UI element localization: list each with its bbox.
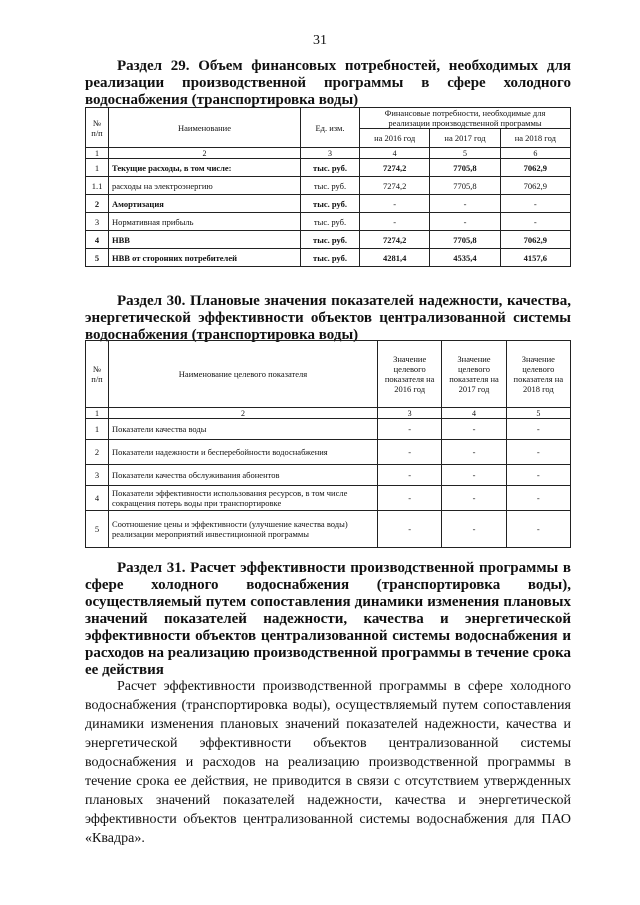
row-num: 5 (86, 511, 109, 548)
row-num: 1.1 (86, 177, 109, 195)
table-row (86, 213, 571, 231)
row-unit: тыс. руб. (301, 249, 360, 267)
row-num: 2 (86, 440, 109, 465)
row-num: 1 (86, 159, 109, 177)
row-num: 2 (86, 195, 109, 213)
section-31-heading: Раздел 31. Расчет эффективности производственной программы в сфере холодного водоснабжения (транспортировка воды), осуществляемый путем сопоставления динамики изменения плановых значений показателей надежности, качества и энергетической эффективности объектов централизованной системы водоснабжения и расходов на реализацию производственной программы в течение срока ее действия (85, 560, 572, 678)
row-value-2016: - (378, 440, 442, 465)
row-name: Текущие расходы, в том числе: (109, 159, 301, 177)
row-num: 5 (86, 249, 109, 267)
row-value-2016: 4281,4 (360, 249, 430, 267)
row-value-2016: 7274,2 (360, 159, 430, 177)
row-name: НВВ от сторонних потребителей (109, 249, 301, 267)
row-value-2018: 4157,6 (500, 249, 570, 267)
col-header-2017: Значение целевого показателя на 2017 год (442, 341, 506, 408)
table-row (86, 440, 571, 465)
row-value-2016: - (378, 486, 442, 511)
table-row (86, 465, 571, 486)
row-name: расходы на электроэнергию (109, 177, 301, 195)
table-row (86, 231, 571, 249)
col-number: 3 (378, 408, 442, 419)
row-value-2017: - (442, 511, 506, 548)
row-value-2016: - (378, 511, 442, 548)
column-number-row (86, 148, 571, 159)
row-value-2017: - (442, 486, 506, 511)
row-value-2017: - (442, 465, 506, 486)
row-unit: тыс. руб. (301, 177, 360, 195)
col-number: 3 (301, 148, 360, 159)
row-name: Показатели надежности и бесперебойности водоснабжения (109, 440, 378, 465)
col-number: 2 (109, 148, 301, 159)
row-value-2016: - (360, 213, 430, 231)
section-30-table (85, 340, 571, 548)
row-value-2017: 7705,8 (430, 159, 500, 177)
col-number: 5 (430, 148, 500, 159)
row-value-2018: 7062,9 (500, 159, 570, 177)
row-value-2016: - (360, 195, 430, 213)
row-num: 4 (86, 486, 109, 511)
col-header-2018: на 2018 год (500, 129, 570, 148)
row-num: 4 (86, 231, 109, 249)
row-name: НВВ (109, 231, 301, 249)
row-value-2016: - (378, 419, 442, 440)
row-value-2017: - (442, 440, 506, 465)
row-unit: тыс. руб. (301, 213, 360, 231)
page-number: 31 (313, 33, 327, 48)
col-number: 1 (86, 148, 109, 159)
row-value-2018: - (500, 195, 570, 213)
row-unit: тыс. руб. (301, 195, 360, 213)
row-value-2017: 7705,8 (430, 177, 500, 195)
col-header-2017: на 2017 год (430, 129, 500, 148)
row-value-2018: 7062,9 (500, 231, 570, 249)
table-row (86, 249, 571, 267)
section-30-heading: Раздел 30. Плановые значения показателей надежности, качества, энергетической эффективности объектов централизованной системы водоснабжения (транспортировка воды) (85, 293, 571, 343)
row-value-2017: 4535,4 (430, 249, 500, 267)
row-name: Показатели качества обслуживания абонентов (109, 465, 378, 486)
col-header-name: Наименование (109, 108, 301, 148)
row-value-2018: - (506, 419, 570, 440)
row-value-2018: - (506, 440, 570, 465)
col-header-fin: Финансовые потребности, необходимые для реализации производственной программы (360, 108, 571, 129)
row-name: Показатели качества воды (109, 419, 378, 440)
row-value-2016: 7274,2 (360, 231, 430, 249)
row-value-2018: - (506, 486, 570, 511)
table-row (86, 486, 571, 511)
row-value-2018: - (506, 511, 570, 548)
table-row (86, 195, 571, 213)
col-header-unit: Ед. изм. (301, 108, 360, 148)
row-value-2018: 7062,9 (500, 177, 570, 195)
col-number: 4 (442, 408, 506, 419)
row-value-2017: - (442, 419, 506, 440)
row-unit: тыс. руб. (301, 159, 360, 177)
table-row (86, 419, 571, 440)
col-number: 6 (500, 148, 570, 159)
row-name: Амортизация (109, 195, 301, 213)
col-number: 1 (86, 408, 109, 419)
row-num: 1 (86, 419, 109, 440)
row-value-2017: - (430, 195, 500, 213)
col-number: 2 (109, 408, 378, 419)
section-29-heading: Раздел 29. Объем финансовых потребностей, необходимых для реализации производственной программы в сфере холодного водоснабжения (транспортировка воды) (85, 58, 571, 108)
row-value-2016: 7274,2 (360, 177, 430, 195)
col-number: 4 (360, 148, 430, 159)
row-num: 3 (86, 465, 109, 486)
row-value-2017: 7705,8 (430, 231, 500, 249)
col-header-name: Наименование целевого показателя (109, 341, 378, 408)
row-name: Показатели эффективности использования ресурсов, в том числе сокращения потерь воды при транспортировке (109, 486, 378, 511)
col-header-num: № п/п (86, 108, 109, 148)
col-number: 5 (506, 408, 570, 419)
col-header-2016: на 2016 год (360, 129, 430, 148)
row-value-2016: - (378, 465, 442, 486)
table-row (86, 159, 571, 177)
section-31-paragraph: Расчет эффективности производственной программы в сфере холодного водоснабжения (транспортировка воды), осуществляемый путем сопоставления динамики изменения плановых значений показателей надежности, качества и энергетической эффективности объектов централизованной системы водоснабжения и расходов на реализацию производственной программы в течение срока ее действия, не приводится в связи с отсутствием утвержденных плановых значений показателей надежности, качества и энергетической эффективности объектов централизованной системы водоснабжения для ПАО «Квадра». (85, 679, 571, 846)
col-header-2016: Значение целевого показателя на 2016 год (378, 341, 442, 408)
col-header-num: № п/п (86, 341, 109, 408)
row-value-2018: - (506, 465, 570, 486)
row-num: 3 (86, 213, 109, 231)
row-value-2018: - (500, 213, 570, 231)
col-header-2018: Значение целевого показателя на 2018 год (506, 341, 570, 408)
row-unit: тыс. руб. (301, 231, 360, 249)
column-number-row (86, 408, 571, 419)
table-row (86, 511, 571, 548)
table-row (86, 177, 571, 195)
row-value-2017: - (430, 213, 500, 231)
row-name: Нормативная прибыль (109, 213, 301, 231)
section-29-table (85, 107, 571, 267)
row-name: Соотношение цены и эффективности (улучшение качества воды) реализации мероприятий инвестиционной программы (109, 511, 378, 548)
